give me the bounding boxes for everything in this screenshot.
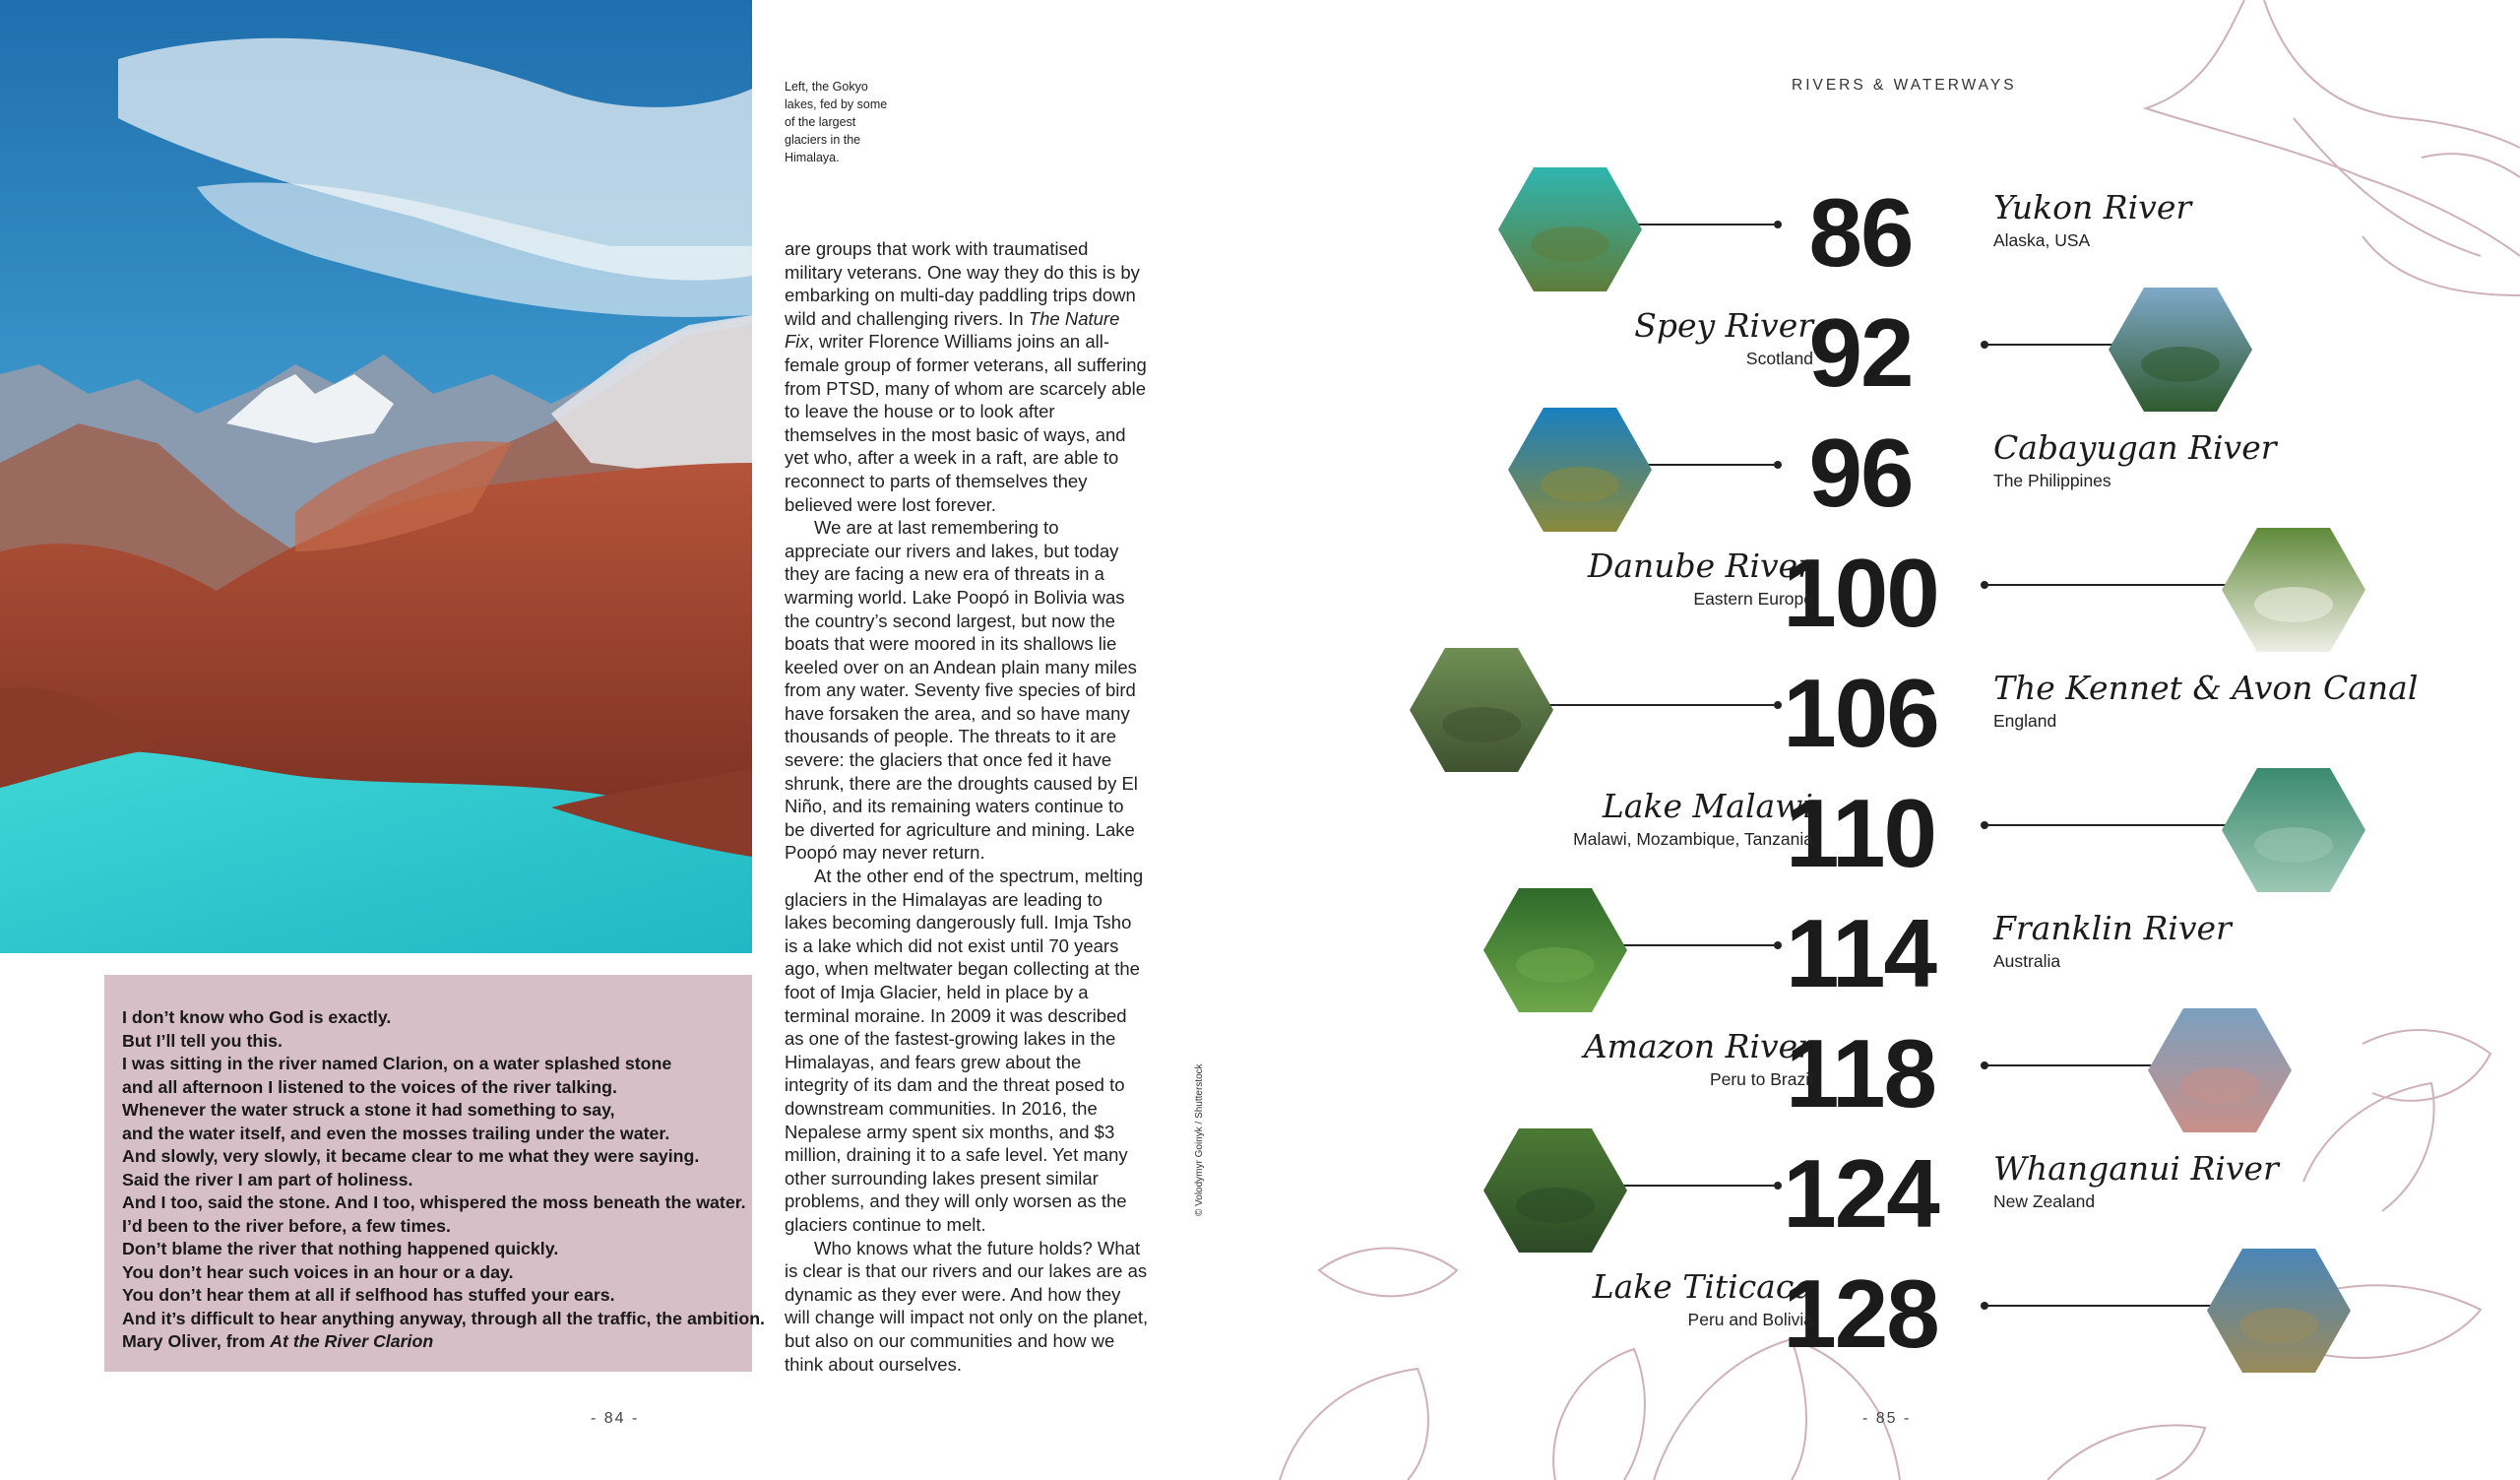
poem-line: and the water itself, and even the mosses trailing under the water. <box>122 1123 670 1143</box>
article-paragraph <box>785 865 1149 1237</box>
poem-line: And it’s difficult to hear anything anyway, through all the traffic, the ambition. <box>122 1308 765 1328</box>
contents-entry[interactable] <box>1260 1006 2520 1125</box>
connector-dot <box>1981 1062 1988 1069</box>
river-location: Peru to Brazil <box>1709 1069 1813 1089</box>
poem-line: And slowly, very slowly, it became clear to me what they were saying. <box>122 1146 700 1166</box>
right-page <box>1260 0 2520 1480</box>
page-number-right: - 85 - <box>1862 1410 1912 1427</box>
poem-line: I’d been to the river before, a few times. <box>122 1215 451 1236</box>
connector-line <box>1619 944 1774 946</box>
article-body <box>785 237 1149 1376</box>
poem-line: I don’t know who God is exactly. <box>122 1007 392 1027</box>
river-location: Alaska, USA <box>1993 230 2091 250</box>
page-number: 100 <box>1783 539 1938 647</box>
connector-line <box>1545 704 1774 706</box>
article-paragraph <box>785 237 1149 516</box>
river-name: Spey River <box>1634 306 1813 345</box>
paragraph-text: , writer Florence Williams joins an all-female group of former veterans, all suffering from PTSD, many of whom are scarcely able to leave the house or to look after themselves in the most basic of ways, and yet who, after a week in a raft, are able to reconnect to parts of themselves they believed were lost forever. <box>785 331 1147 515</box>
fish-shoal-photo <box>2220 766 2367 894</box>
pink-dolphin-photo <box>2146 1006 2294 1134</box>
river-name: Yukon River <box>1993 188 2192 226</box>
page-number: 114 <box>1785 899 1936 1007</box>
connector-line <box>1984 1064 2156 1066</box>
connector-line <box>1984 584 2230 586</box>
river-name: The Kennet & Avon Canal <box>1993 669 2419 707</box>
poem-text <box>122 1006 765 1354</box>
connector-line <box>1984 344 2116 346</box>
river-location: Malawi, Mozambique, Tanzania <box>1573 829 1813 849</box>
poem-line: Whenever the water struck a stone it had something to say, <box>122 1100 615 1120</box>
connector-dot <box>1774 461 1782 469</box>
section-title: RIVERS & WATERWAYS <box>1792 77 2017 94</box>
poem-line: Said the river I am part of holiness. <box>122 1169 413 1190</box>
river-name: Danube River <box>1587 547 1813 585</box>
poem-attribution-title: At the River Clarion <box>270 1331 434 1351</box>
connector-line <box>1984 824 2230 826</box>
article-paragraph <box>785 516 1149 865</box>
river-name: Whanganui River <box>1993 1149 2279 1188</box>
poem-line: You don’t hear them at all if selfhood has stuffed your ears. <box>122 1285 615 1305</box>
page-number: 124 <box>1783 1139 1938 1248</box>
page-number-left: - 84 - <box>591 1410 640 1427</box>
connector-line <box>1619 1185 1774 1187</box>
huon-pine-photo <box>1481 886 1629 1014</box>
connector-dot <box>1981 581 1988 589</box>
forest-lake-photo <box>2107 286 2254 414</box>
poem-line: I was sitting in the river named Clarion, on a water splashed stone <box>122 1054 672 1073</box>
connector-dot <box>1774 221 1782 228</box>
book-title: The Nature Fix <box>785 307 1120 353</box>
contents-entry[interactable] <box>1260 646 2520 767</box>
connector-line <box>1984 1305 2215 1307</box>
page-number: 110 <box>1785 779 1936 887</box>
poem-line: and all afternoon I listened to the voices of the river talking. <box>122 1076 617 1097</box>
pelicans-photo <box>2220 526 2367 654</box>
page-number: 92 <box>1808 298 1913 407</box>
river-name: Franklin River <box>1993 909 2232 947</box>
poem-attribution-author: Mary Oliver, from <box>122 1331 271 1351</box>
page-number: 96 <box>1808 418 1913 527</box>
connector-line <box>1634 224 1774 225</box>
contents-entry[interactable] <box>1260 526 2520 647</box>
article-paragraph <box>785 1237 1149 1377</box>
himalaya-lake-photo <box>0 0 752 953</box>
connector-dot <box>1981 821 1988 829</box>
river-location: England <box>1993 711 2057 731</box>
page-number: 118 <box>1785 1019 1936 1127</box>
page-number: 106 <box>1783 659 1938 767</box>
river-location: Scotland <box>1745 349 1813 368</box>
photo-caption: Left, the Gokyo lakes, fed by some of the largest glaciers in the Himalaya. <box>785 80 888 164</box>
paragraph-text: At the other end of the spectrum, melting glaciers in the Himalayas are leading to lakes becoming dangerously full. Imja Tsho is a lake which did not exist until 70 years ago, when meltwater began collecting at the foot of Imja Glacier, held in place by a terminal moraine. In 2009 it was described as one of the fastest-growing lakes in the Himalayas, and fears grew about the integrity of its dam and the threat posed to downstream communities. In 2016, the Nepalese army spent six months, and $3 million, draining it to a safe level. Yet many other surrounding lakes present similar problems, and they will only worsen as the glaciers continue to melt. <box>785 866 1144 1235</box>
contents-entry[interactable] <box>1260 165 2520 287</box>
contents-entry[interactable] <box>1260 886 2520 1007</box>
connector-dot <box>1774 941 1782 949</box>
photo-credit: © Volodymyr Goinyk / Shutterstock <box>1194 1063 1205 1216</box>
connector-line <box>1644 464 1774 466</box>
poem-line: You don’t hear such voices in an hour or a day. <box>122 1261 514 1282</box>
page-number: 86 <box>1808 178 1913 287</box>
connector-dot <box>1981 341 1988 349</box>
river-location: Peru and Bolivia <box>1687 1310 1813 1329</box>
connector-dot <box>1981 1302 1988 1310</box>
river-name: Lake Titicaca <box>1592 1267 1813 1306</box>
poem-line: Don’t blame the river that nothing happened quickly. <box>122 1239 559 1258</box>
page-number: 128 <box>1783 1259 1938 1368</box>
contents-entry[interactable] <box>1260 766 2520 887</box>
river-valley-photo <box>1481 1126 1629 1255</box>
contents-entry[interactable] <box>1260 1247 2520 1368</box>
river-location: Australia <box>1993 951 2061 971</box>
connector-dot <box>1774 1182 1782 1190</box>
river-name: Lake Malawi <box>1602 787 1813 825</box>
poem-line: But I’ll tell you this. <box>122 1030 284 1051</box>
canal-boat-photo <box>1408 646 1555 774</box>
connector-dot <box>1774 701 1782 709</box>
paragraph-text: We are at last remembering to appreciate our rivers and lakes, but today they are facing a new era of threats in a warming world. Lake Poopó in Bolivia was the country’s second largest, but now the boats that were moored in its shallows lie keeled over on an Andean plain many miles from any water. Seventy five species of bird have forsaken the area, and so have many thousands of people. The threats to it are severe: the glaciers that once fed it have shrunk, there are the droughts caused by El Niño, and its remaining waters continue to be diverted for agriculture and mining. Lake Poopó may never return. <box>785 517 1138 864</box>
river-name: Amazon River <box>1583 1027 1813 1065</box>
river-name: Cabayugan River <box>1993 428 2277 467</box>
paragraph-text: are groups that work with traumatised military veterans. One way they do this is by embarking on multi-day paddling trips down wild and challenging rivers. In <box>785 238 1140 329</box>
river-location: Eastern Europe <box>1693 589 1813 609</box>
poem-attribution <box>122 1330 742 1354</box>
contents-entry[interactable] <box>1260 286 2520 407</box>
lake-hills-photo <box>2205 1247 2353 1375</box>
poem-line: And I too, said the stone. And I too, whispered the moss beneath the water. <box>122 1192 746 1212</box>
contents-entry[interactable] <box>1260 406 2520 527</box>
contents-entry[interactable] <box>1260 1126 2520 1248</box>
paragraph-text: Who knows what the future holds? What is clear is that our rivers and our lakes are as dynamic as they ever were. And how they will change will impact not only on the planet, but also on our communities and how we think about ourselves. <box>785 1237 1149 1375</box>
cliff-coast-photo <box>1496 165 1644 293</box>
poem-lines <box>122 1006 765 1330</box>
poem-box <box>104 975 765 1372</box>
sea-turtle-photo <box>1506 406 1654 534</box>
river-location: New Zealand <box>1993 1191 2096 1211</box>
river-location: The Philippines <box>1993 471 2111 490</box>
